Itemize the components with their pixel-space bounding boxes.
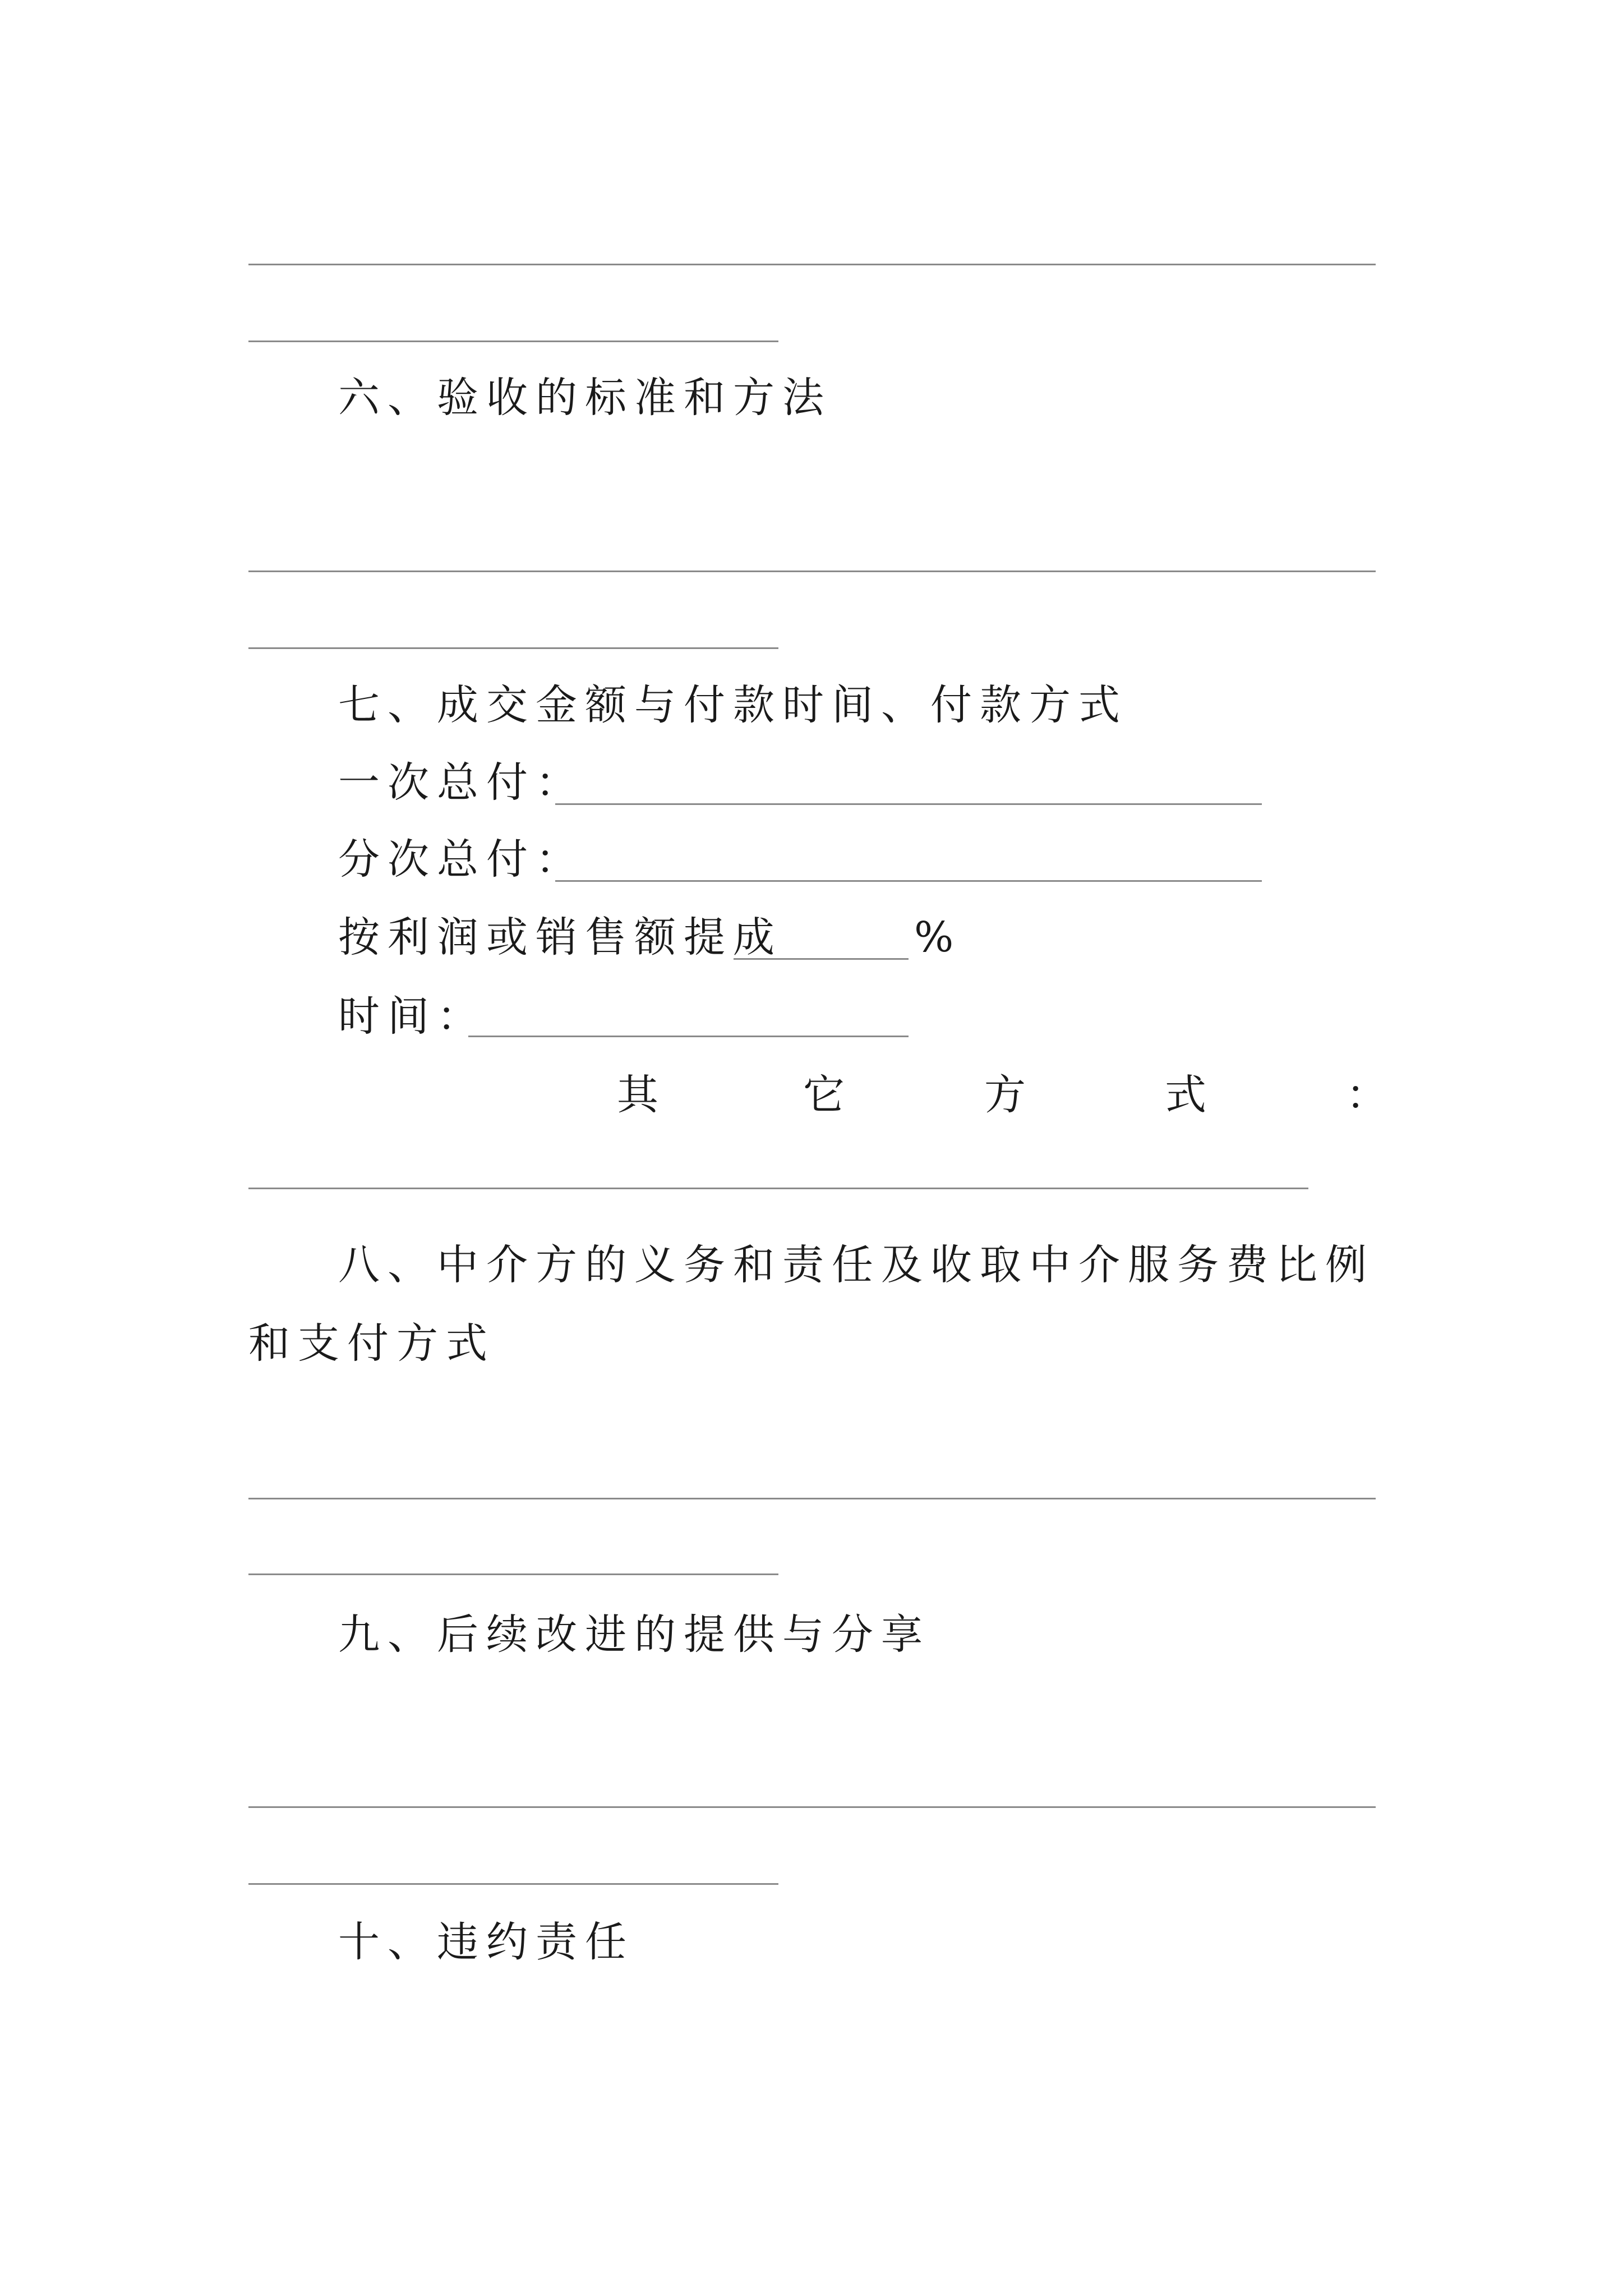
section-6-title: 六、验收的标准和方法 <box>338 374 832 422</box>
installment-label: 分次总付： <box>338 835 585 884</box>
commission-label: 按利润或销售额提成 <box>338 913 782 961</box>
section-7-title: 七、成交金额与付款时间、付款方式 <box>338 681 1128 729</box>
blank-line <box>248 264 1376 265</box>
blank-line <box>248 1883 778 1885</box>
blank-line <box>248 570 1376 572</box>
other-method-char: 方 <box>984 1071 1026 1119</box>
time-label: 时间： <box>338 992 486 1041</box>
section-10-title: 十、违约责任 <box>338 1918 634 1966</box>
blank-line <box>248 1573 778 1575</box>
other-method-blank[interactable] <box>248 1188 1308 1189</box>
commission-percent-blank[interactable] <box>734 958 909 960</box>
percent-sign: % <box>914 913 962 961</box>
other-method-char: 它 <box>803 1071 845 1119</box>
section-8-title: 八、中介方的义务和责任及收取中介服务费比例和支付方式 <box>248 1241 1375 1368</box>
time-blank[interactable] <box>468 1036 909 1037</box>
installment-blank[interactable] <box>555 880 1262 882</box>
blank-line <box>248 1498 1376 1499</box>
other-method-colon: ： <box>1346 1071 1387 1119</box>
blank-line <box>248 647 778 649</box>
lump-sum-label: 一次总付： <box>338 758 585 807</box>
blank-line <box>248 1806 1376 1808</box>
other-method-char: 其 <box>617 1071 658 1119</box>
section-9-title: 九、后续改进的提供与分享 <box>338 1611 930 1659</box>
other-method-char: 式 <box>1165 1071 1206 1119</box>
lump-sum-blank[interactable] <box>555 803 1262 805</box>
blank-line <box>248 341 778 342</box>
